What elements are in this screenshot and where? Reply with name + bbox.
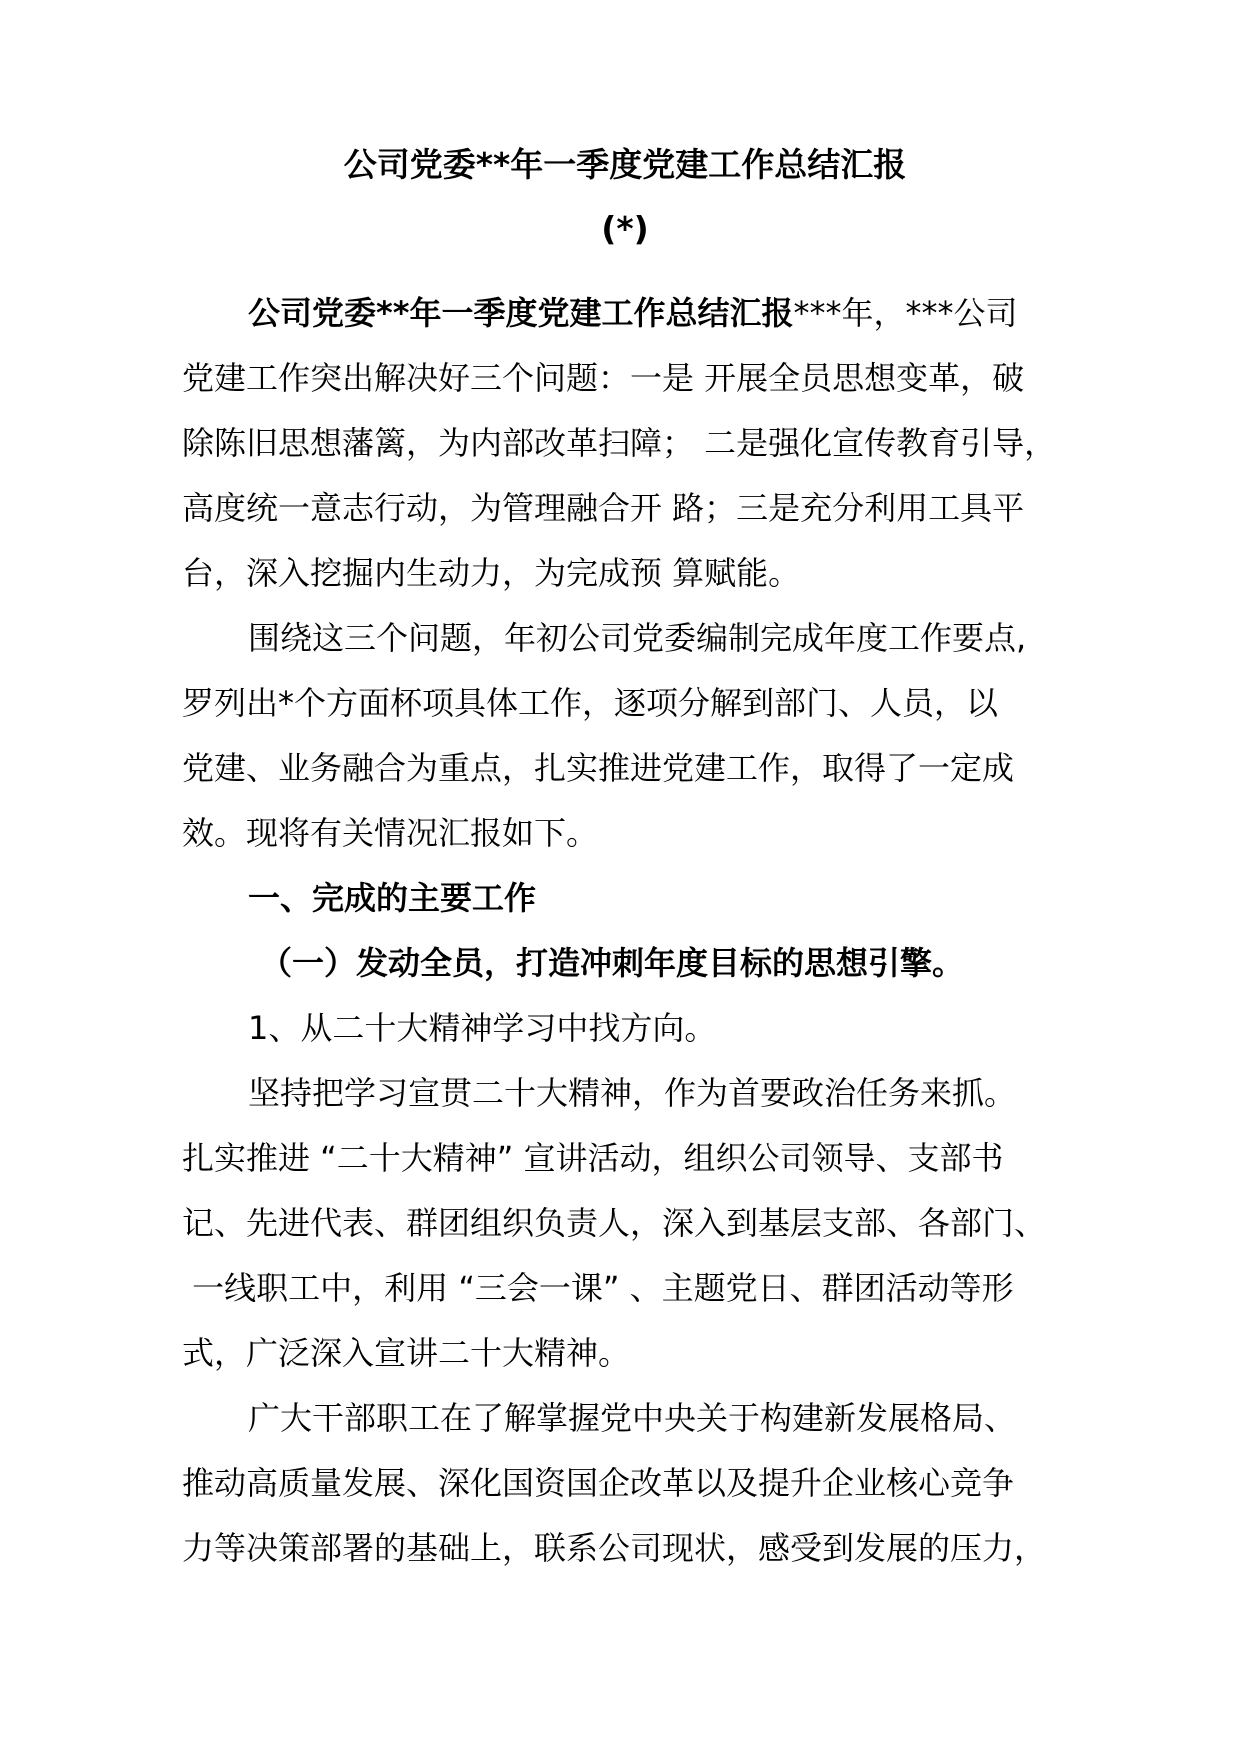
para3-line: 坚持把学习宣贯二十大精神，作为首要政治任务来抓。 xyxy=(248,1074,1017,1112)
para3-line: 一线职工中，利用 “三会一课” 、主题党日、群团活动等形 xyxy=(182,1269,1014,1307)
para2-line: 罗列出*个方面杯项具体工作，逐项分解到部门、人员，以 xyxy=(182,684,999,722)
subsection-heading: （一）发动全员，打造冲刺年度目标的思想引擎。 xyxy=(260,944,965,982)
para3-line: 式，广泛深入宣讲二十大精神。 xyxy=(182,1334,631,1372)
intro-line: 除陈旧思想藩篱，为内部改革扫障； 二是强化宣传教育引导， xyxy=(182,424,1057,462)
document-title: 公司党委**年一季度党建工作总结汇报 xyxy=(343,145,907,184)
para2-line: 效。现将有关情况汇报如下。 xyxy=(182,814,599,852)
intro-lead-bold: 公司党委**年一季度党建工作总结汇报 xyxy=(248,294,794,332)
intro-line: 党建工作突出解决好三个问题：一是 开展全员思想变革，破 xyxy=(182,359,1025,397)
para4-line: 广大干部职工在了解掌握党中央关于构建新发展格局、 xyxy=(248,1399,1017,1437)
intro-line: 台，深入挖掘内生动力，为完成预 算赋能。 xyxy=(182,554,801,592)
intro-line xyxy=(182,281,1082,346)
para3-line: 扎实推进 “二十大精神” 宣讲活动，组织公司领导、支部书 xyxy=(182,1139,1004,1177)
section-heading: 一、完成的主要工作 xyxy=(248,879,537,917)
document-subtitle: (*) xyxy=(601,209,649,248)
item-heading: 1、从二十大精神学习中找方向。 xyxy=(248,1009,717,1047)
para3-line: 记、先进代表、群团组织负责人，深入到基层支部、各部门、 xyxy=(182,1204,1047,1242)
para4-line: 推动高质量发展、深化国资国企改革以及提升企业核心竞争 xyxy=(182,1464,1015,1502)
document-body xyxy=(182,281,1082,1581)
para4-line: 力等决策部署的基础上，联系公司现状，感受到发展的压力， xyxy=(182,1529,1047,1567)
intro-line: 高度统一意志行动，为管理融合开 路；三是充分利用工具平 xyxy=(182,489,1025,527)
para2-line: 党建、业务融合为重点，扎实推进党建工作，取得了一定成 xyxy=(182,749,1015,787)
para2-line: 围绕这三个问题，年初公司党委编制完成年度工作要点, xyxy=(248,619,1027,657)
intro-line-text: ***年，***公司 xyxy=(793,294,1018,332)
